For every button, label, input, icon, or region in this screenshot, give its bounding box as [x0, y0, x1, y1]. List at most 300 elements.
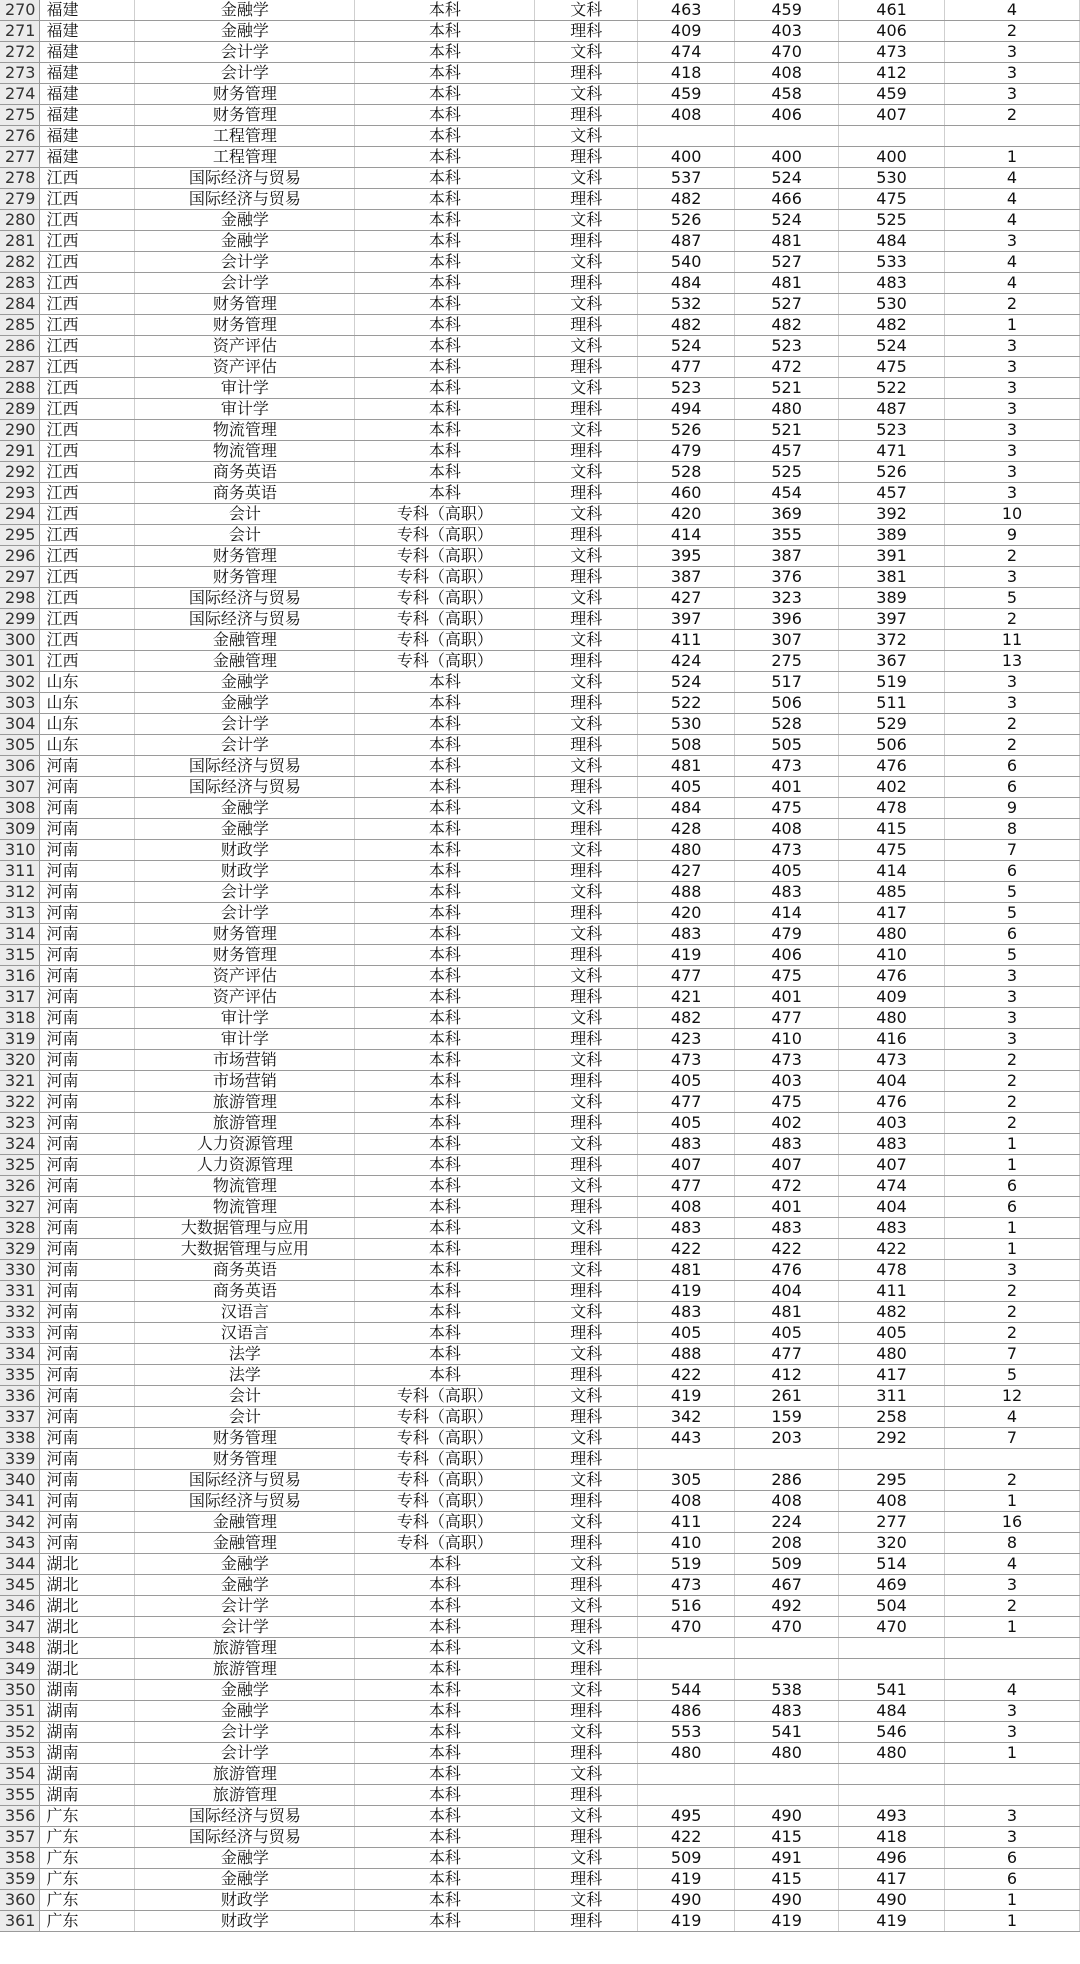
min-score-cell[interactable]: 405 [735, 861, 839, 882]
track-cell[interactable]: 文科 [535, 42, 638, 63]
max-score-cell[interactable]: 537 [638, 168, 735, 189]
count-cell[interactable]: 2 [945, 1596, 1080, 1617]
track-cell[interactable]: 文科 [535, 924, 638, 945]
count-cell[interactable]: 3 [945, 378, 1080, 399]
count-cell[interactable]: 1 [945, 1743, 1080, 1764]
major-cell[interactable]: 会计学 [135, 63, 355, 84]
major-cell[interactable]: 会计 [135, 1386, 355, 1407]
avg-score-cell[interactable]: 519 [839, 672, 945, 693]
count-cell[interactable]: 3 [945, 399, 1080, 420]
level-cell[interactable]: 专科（高职） [355, 1449, 535, 1470]
province-cell[interactable]: 福建 [40, 84, 135, 105]
max-score-cell[interactable]: 305 [638, 1470, 735, 1491]
level-cell[interactable]: 本科 [355, 42, 535, 63]
province-cell[interactable]: 河南 [40, 1512, 135, 1533]
province-cell[interactable]: 湖北 [40, 1617, 135, 1638]
max-score-cell[interactable]: 409 [638, 21, 735, 42]
max-score-cell[interactable]: 420 [638, 903, 735, 924]
min-score-cell[interactable]: 517 [735, 672, 839, 693]
max-score-cell[interactable]: 509 [638, 1848, 735, 1869]
count-cell[interactable]: 2 [945, 735, 1080, 756]
province-cell[interactable]: 湖南 [40, 1680, 135, 1701]
level-cell[interactable]: 本科 [355, 1071, 535, 1092]
level-cell[interactable]: 本科 [355, 420, 535, 441]
province-cell[interactable]: 河南 [40, 1365, 135, 1386]
major-cell[interactable]: 大数据管理与应用 [135, 1218, 355, 1239]
max-score-cell[interactable]: 490 [638, 1890, 735, 1911]
avg-score-cell[interactable]: 530 [839, 168, 945, 189]
row-number[interactable]: 321 [0, 1071, 40, 1092]
province-cell[interactable]: 江西 [40, 231, 135, 252]
row-number[interactable]: 276 [0, 126, 40, 147]
row-number[interactable]: 282 [0, 252, 40, 273]
province-cell[interactable]: 福建 [40, 105, 135, 126]
min-score-cell[interactable]: 506 [735, 693, 839, 714]
min-score-cell[interactable]: 473 [735, 756, 839, 777]
count-cell[interactable]: 6 [945, 1197, 1080, 1218]
avg-score-cell[interactable]: 474 [839, 1176, 945, 1197]
count-cell[interactable]: 3 [945, 63, 1080, 84]
level-cell[interactable]: 本科 [355, 1197, 535, 1218]
row-number[interactable]: 312 [0, 882, 40, 903]
track-cell[interactable]: 理科 [535, 1659, 638, 1680]
row-number[interactable]: 354 [0, 1764, 40, 1785]
avg-score-cell[interactable]: 473 [839, 42, 945, 63]
major-cell[interactable]: 会计学 [135, 903, 355, 924]
avg-score-cell[interactable]: 469 [839, 1575, 945, 1596]
max-score-cell[interactable]: 523 [638, 378, 735, 399]
level-cell[interactable]: 本科 [355, 756, 535, 777]
track-cell[interactable]: 文科 [535, 126, 638, 147]
avg-score-cell[interactable]: 476 [839, 756, 945, 777]
track-cell[interactable]: 理科 [535, 231, 638, 252]
avg-score-cell[interactable]: 391 [839, 546, 945, 567]
max-score-cell[interactable]: 480 [638, 840, 735, 861]
province-cell[interactable]: 江西 [40, 189, 135, 210]
min-score-cell[interactable]: 459 [735, 0, 839, 21]
level-cell[interactable]: 本科 [355, 1827, 535, 1848]
min-score-cell[interactable]: 473 [735, 1050, 839, 1071]
track-cell[interactable]: 理科 [535, 567, 638, 588]
province-cell[interactable]: 河南 [40, 1407, 135, 1428]
province-cell[interactable]: 江西 [40, 546, 135, 567]
max-score-cell[interactable]: 524 [638, 672, 735, 693]
province-cell[interactable]: 河南 [40, 924, 135, 945]
max-score-cell[interactable]: 480 [638, 1743, 735, 1764]
level-cell[interactable]: 专科（高职） [355, 1407, 535, 1428]
min-score-cell[interactable]: 407 [735, 1155, 839, 1176]
major-cell[interactable]: 审计学 [135, 399, 355, 420]
track-cell[interactable]: 理科 [535, 651, 638, 672]
row-number[interactable]: 320 [0, 1050, 40, 1071]
level-cell[interactable]: 本科 [355, 441, 535, 462]
major-cell[interactable]: 金融学 [135, 672, 355, 693]
row-number[interactable]: 279 [0, 189, 40, 210]
track-cell[interactable]: 理科 [535, 1911, 638, 1932]
avg-score-cell[interactable]: 475 [839, 357, 945, 378]
level-cell[interactable]: 专科（高职） [355, 1533, 535, 1554]
min-score-cell[interactable]: 473 [735, 840, 839, 861]
min-score-cell[interactable] [735, 1764, 839, 1785]
row-number[interactable]: 307 [0, 777, 40, 798]
row-number[interactable]: 322 [0, 1092, 40, 1113]
count-cell[interactable]: 3 [945, 1575, 1080, 1596]
row-number[interactable]: 298 [0, 588, 40, 609]
avg-score-cell[interactable]: 419 [839, 1911, 945, 1932]
count-cell[interactable]: 9 [945, 798, 1080, 819]
avg-score-cell[interactable]: 504 [839, 1596, 945, 1617]
row-number[interactable]: 316 [0, 966, 40, 987]
count-cell[interactable]: 1 [945, 147, 1080, 168]
level-cell[interactable]: 本科 [355, 84, 535, 105]
min-score-cell[interactable]: 402 [735, 1113, 839, 1134]
level-cell[interactable]: 本科 [355, 714, 535, 735]
max-score-cell[interactable]: 423 [638, 1029, 735, 1050]
row-number[interactable]: 306 [0, 756, 40, 777]
level-cell[interactable]: 专科（高职） [355, 1512, 535, 1533]
track-cell[interactable]: 理科 [535, 63, 638, 84]
max-score-cell[interactable] [638, 1659, 735, 1680]
avg-score-cell[interactable]: 522 [839, 378, 945, 399]
min-score-cell[interactable]: 275 [735, 651, 839, 672]
track-cell[interactable]: 文科 [535, 1848, 638, 1869]
province-cell[interactable]: 河南 [40, 1134, 135, 1155]
track-cell[interactable]: 理科 [535, 1029, 638, 1050]
major-cell[interactable]: 物流管理 [135, 420, 355, 441]
max-score-cell[interactable]: 530 [638, 714, 735, 735]
max-score-cell[interactable] [638, 1638, 735, 1659]
max-score-cell[interactable]: 483 [638, 1134, 735, 1155]
avg-score-cell[interactable]: 412 [839, 63, 945, 84]
row-number[interactable]: 324 [0, 1134, 40, 1155]
min-score-cell[interactable]: 355 [735, 525, 839, 546]
row-number[interactable]: 297 [0, 567, 40, 588]
major-cell[interactable]: 市场营销 [135, 1050, 355, 1071]
row-number[interactable]: 335 [0, 1365, 40, 1386]
province-cell[interactable]: 河南 [40, 1239, 135, 1260]
major-cell[interactable]: 金融学 [135, 1554, 355, 1575]
major-cell[interactable]: 国际经济与贸易 [135, 588, 355, 609]
major-cell[interactable]: 会计学 [135, 252, 355, 273]
level-cell[interactable]: 专科（高职） [355, 588, 535, 609]
track-cell[interactable]: 文科 [535, 1470, 638, 1491]
level-cell[interactable]: 本科 [355, 0, 535, 21]
avg-score-cell[interactable]: 473 [839, 1050, 945, 1071]
min-score-cell[interactable]: 307 [735, 630, 839, 651]
province-cell[interactable]: 河南 [40, 882, 135, 903]
avg-score-cell[interactable]: 511 [839, 693, 945, 714]
row-number[interactable]: 278 [0, 168, 40, 189]
track-cell[interactable]: 理科 [535, 1743, 638, 1764]
min-score-cell[interactable]: 403 [735, 21, 839, 42]
major-cell[interactable]: 商务英语 [135, 462, 355, 483]
count-cell[interactable]: 7 [945, 1428, 1080, 1449]
max-score-cell[interactable]: 477 [638, 1092, 735, 1113]
level-cell[interactable]: 本科 [355, 1176, 535, 1197]
major-cell[interactable]: 财政学 [135, 1911, 355, 1932]
min-score-cell[interactable]: 419 [735, 1911, 839, 1932]
major-cell[interactable]: 金融学 [135, 1701, 355, 1722]
province-cell[interactable]: 广东 [40, 1827, 135, 1848]
province-cell[interactable]: 福建 [40, 63, 135, 84]
province-cell[interactable]: 江西 [40, 336, 135, 357]
row-number[interactable]: 287 [0, 357, 40, 378]
track-cell[interactable]: 文科 [535, 504, 638, 525]
row-number[interactable]: 325 [0, 1155, 40, 1176]
province-cell[interactable]: 河南 [40, 987, 135, 1008]
max-score-cell[interactable]: 516 [638, 1596, 735, 1617]
max-score-cell[interactable]: 405 [638, 1071, 735, 1092]
major-cell[interactable]: 国际经济与贸易 [135, 609, 355, 630]
avg-score-cell[interactable]: 367 [839, 651, 945, 672]
min-score-cell[interactable]: 525 [735, 462, 839, 483]
max-score-cell[interactable]: 495 [638, 1806, 735, 1827]
level-cell[interactable]: 本科 [355, 882, 535, 903]
min-score-cell[interactable]: 408 [735, 1491, 839, 1512]
province-cell[interactable]: 河南 [40, 756, 135, 777]
count-cell[interactable]: 10 [945, 504, 1080, 525]
major-cell[interactable]: 金融学 [135, 819, 355, 840]
level-cell[interactable]: 本科 [355, 1134, 535, 1155]
max-score-cell[interactable]: 408 [638, 105, 735, 126]
level-cell[interactable]: 本科 [355, 1092, 535, 1113]
major-cell[interactable]: 财务管理 [135, 945, 355, 966]
min-score-cell[interactable]: 159 [735, 1407, 839, 1428]
avg-score-cell[interactable]: 506 [839, 735, 945, 756]
avg-score-cell[interactable]: 480 [839, 924, 945, 945]
province-cell[interactable]: 湖北 [40, 1596, 135, 1617]
level-cell[interactable]: 本科 [355, 231, 535, 252]
track-cell[interactable]: 文科 [535, 1386, 638, 1407]
count-cell[interactable]: 1 [945, 1890, 1080, 1911]
province-cell[interactable]: 河南 [40, 1260, 135, 1281]
min-score-cell[interactable]: 483 [735, 1218, 839, 1239]
min-score-cell[interactable]: 527 [735, 294, 839, 315]
avg-score-cell[interactable]: 372 [839, 630, 945, 651]
major-cell[interactable]: 财务管理 [135, 105, 355, 126]
min-score-cell[interactable]: 408 [735, 63, 839, 84]
level-cell[interactable]: 本科 [355, 924, 535, 945]
count-cell[interactable]: 3 [945, 1008, 1080, 1029]
province-cell[interactable]: 江西 [40, 588, 135, 609]
province-cell[interactable]: 湖北 [40, 1554, 135, 1575]
max-score-cell[interactable]: 405 [638, 777, 735, 798]
max-score-cell[interactable]: 418 [638, 63, 735, 84]
row-number[interactable]: 349 [0, 1659, 40, 1680]
major-cell[interactable]: 国际经济与贸易 [135, 1491, 355, 1512]
major-cell[interactable]: 财务管理 [135, 546, 355, 567]
major-cell[interactable]: 财务管理 [135, 84, 355, 105]
province-cell[interactable]: 江西 [40, 462, 135, 483]
max-score-cell[interactable]: 414 [638, 525, 735, 546]
max-score-cell[interactable]: 477 [638, 1176, 735, 1197]
level-cell[interactable]: 本科 [355, 987, 535, 1008]
province-cell[interactable]: 湖北 [40, 1575, 135, 1596]
row-number[interactable]: 310 [0, 840, 40, 861]
min-score-cell[interactable]: 208 [735, 1533, 839, 1554]
province-cell[interactable]: 江西 [40, 609, 135, 630]
max-score-cell[interactable]: 482 [638, 189, 735, 210]
row-number[interactable]: 332 [0, 1302, 40, 1323]
row-number[interactable]: 344 [0, 1554, 40, 1575]
min-score-cell[interactable]: 528 [735, 714, 839, 735]
row-number[interactable]: 291 [0, 441, 40, 462]
province-cell[interactable]: 河南 [40, 840, 135, 861]
min-score-cell[interactable]: 457 [735, 441, 839, 462]
province-cell[interactable]: 河南 [40, 1470, 135, 1491]
avg-score-cell[interactable]: 493 [839, 1806, 945, 1827]
level-cell[interactable]: 本科 [355, 483, 535, 504]
province-cell[interactable]: 江西 [40, 315, 135, 336]
province-cell[interactable]: 广东 [40, 1869, 135, 1890]
max-score-cell[interactable]: 482 [638, 1008, 735, 1029]
avg-score-cell[interactable]: 471 [839, 441, 945, 462]
province-cell[interactable]: 江西 [40, 630, 135, 651]
province-cell[interactable]: 湖南 [40, 1764, 135, 1785]
min-score-cell[interactable]: 261 [735, 1386, 839, 1407]
level-cell[interactable]: 专科（高职） [355, 567, 535, 588]
avg-score-cell[interactable]: 414 [839, 861, 945, 882]
count-cell[interactable]: 2 [945, 546, 1080, 567]
row-number[interactable]: 302 [0, 672, 40, 693]
track-cell[interactable]: 文科 [535, 714, 638, 735]
row-number[interactable]: 333 [0, 1323, 40, 1344]
avg-score-cell[interactable]: 470 [839, 1617, 945, 1638]
count-cell[interactable]: 2 [945, 105, 1080, 126]
min-score-cell[interactable]: 403 [735, 1071, 839, 1092]
min-score-cell[interactable]: 466 [735, 189, 839, 210]
province-cell[interactable]: 江西 [40, 294, 135, 315]
track-cell[interactable]: 理科 [535, 1281, 638, 1302]
track-cell[interactable]: 文科 [535, 1092, 638, 1113]
max-score-cell[interactable]: 473 [638, 1575, 735, 1596]
max-score-cell[interactable]: 473 [638, 1050, 735, 1071]
level-cell[interactable]: 本科 [355, 840, 535, 861]
major-cell[interactable]: 金融管理 [135, 630, 355, 651]
track-cell[interactable]: 文科 [535, 546, 638, 567]
track-cell[interactable]: 理科 [535, 1197, 638, 1218]
count-cell[interactable]: 4 [945, 210, 1080, 231]
major-cell[interactable]: 财务管理 [135, 567, 355, 588]
major-cell[interactable]: 审计学 [135, 1029, 355, 1050]
min-score-cell[interactable]: 527 [735, 252, 839, 273]
max-score-cell[interactable]: 494 [638, 399, 735, 420]
avg-score-cell[interactable]: 397 [839, 609, 945, 630]
major-cell[interactable]: 金融学 [135, 1848, 355, 1869]
track-cell[interactable]: 文科 [535, 966, 638, 987]
track-cell[interactable]: 文科 [535, 1302, 638, 1323]
max-score-cell[interactable]: 459 [638, 84, 735, 105]
level-cell[interactable]: 本科 [355, 672, 535, 693]
province-cell[interactable]: 山东 [40, 672, 135, 693]
min-score-cell[interactable]: 476 [735, 1260, 839, 1281]
major-cell[interactable]: 财务管理 [135, 1428, 355, 1449]
avg-score-cell[interactable] [839, 1785, 945, 1806]
avg-score-cell[interactable]: 402 [839, 777, 945, 798]
row-number[interactable]: 271 [0, 21, 40, 42]
province-cell[interactable]: 河南 [40, 1176, 135, 1197]
province-cell[interactable]: 广东 [40, 1890, 135, 1911]
province-cell[interactable]: 江西 [40, 441, 135, 462]
min-score-cell[interactable]: 404 [735, 1281, 839, 1302]
count-cell[interactable]: 2 [945, 294, 1080, 315]
max-score-cell[interactable]: 463 [638, 0, 735, 21]
major-cell[interactable]: 法学 [135, 1365, 355, 1386]
level-cell[interactable]: 本科 [355, 1617, 535, 1638]
province-cell[interactable]: 河南 [40, 1197, 135, 1218]
min-score-cell[interactable]: 454 [735, 483, 839, 504]
province-cell[interactable]: 河南 [40, 1155, 135, 1176]
min-score-cell[interactable]: 523 [735, 336, 839, 357]
max-score-cell[interactable]: 405 [638, 1323, 735, 1344]
min-score-cell[interactable] [735, 1659, 839, 1680]
avg-score-cell[interactable]: 484 [839, 1701, 945, 1722]
major-cell[interactable]: 旅游管理 [135, 1638, 355, 1659]
province-cell[interactable]: 江西 [40, 378, 135, 399]
track-cell[interactable]: 文科 [535, 336, 638, 357]
count-cell[interactable]: 4 [945, 168, 1080, 189]
province-cell[interactable]: 江西 [40, 399, 135, 420]
min-score-cell[interactable]: 458 [735, 84, 839, 105]
count-cell[interactable]: 1 [945, 1155, 1080, 1176]
track-cell[interactable]: 文科 [535, 1008, 638, 1029]
track-cell[interactable]: 理科 [535, 1155, 638, 1176]
province-cell[interactable]: 河南 [40, 1386, 135, 1407]
row-number[interactable]: 319 [0, 1029, 40, 1050]
avg-score-cell[interactable] [839, 126, 945, 147]
min-score-cell[interactable]: 422 [735, 1239, 839, 1260]
row-number[interactable]: 277 [0, 147, 40, 168]
track-cell[interactable]: 理科 [535, 1869, 638, 1890]
level-cell[interactable]: 专科（高职） [355, 525, 535, 546]
max-score-cell[interactable]: 524 [638, 336, 735, 357]
row-number[interactable]: 323 [0, 1113, 40, 1134]
min-score-cell[interactable]: 286 [735, 1470, 839, 1491]
min-score-cell[interactable]: 481 [735, 231, 839, 252]
major-cell[interactable]: 金融学 [135, 1575, 355, 1596]
count-cell[interactable]: 6 [945, 924, 1080, 945]
level-cell[interactable]: 本科 [355, 1680, 535, 1701]
avg-score-cell[interactable]: 529 [839, 714, 945, 735]
track-cell[interactable]: 理科 [535, 693, 638, 714]
major-cell[interactable]: 国际经济与贸易 [135, 189, 355, 210]
track-cell[interactable]: 文科 [535, 1638, 638, 1659]
min-score-cell[interactable]: 406 [735, 105, 839, 126]
count-cell[interactable]: 6 [945, 777, 1080, 798]
major-cell[interactable]: 人力资源管理 [135, 1155, 355, 1176]
min-score-cell[interactable]: 481 [735, 1302, 839, 1323]
max-score-cell[interactable]: 422 [638, 1239, 735, 1260]
province-cell[interactable]: 江西 [40, 504, 135, 525]
level-cell[interactable]: 本科 [355, 819, 535, 840]
avg-score-cell[interactable]: 524 [839, 336, 945, 357]
row-number[interactable]: 289 [0, 399, 40, 420]
major-cell[interactable]: 会计学 [135, 273, 355, 294]
major-cell[interactable]: 国际经济与贸易 [135, 1806, 355, 1827]
count-cell[interactable]: 4 [945, 0, 1080, 21]
max-score-cell[interactable]: 540 [638, 252, 735, 273]
level-cell[interactable]: 本科 [355, 861, 535, 882]
track-cell[interactable]: 理科 [535, 273, 638, 294]
row-number[interactable]: 296 [0, 546, 40, 567]
major-cell[interactable]: 财务管理 [135, 294, 355, 315]
track-cell[interactable]: 理科 [535, 189, 638, 210]
min-score-cell[interactable]: 472 [735, 357, 839, 378]
count-cell[interactable]: 3 [945, 420, 1080, 441]
province-cell[interactable]: 湖南 [40, 1743, 135, 1764]
province-cell[interactable]: 河南 [40, 1008, 135, 1029]
count-cell[interactable]: 1 [945, 1134, 1080, 1155]
